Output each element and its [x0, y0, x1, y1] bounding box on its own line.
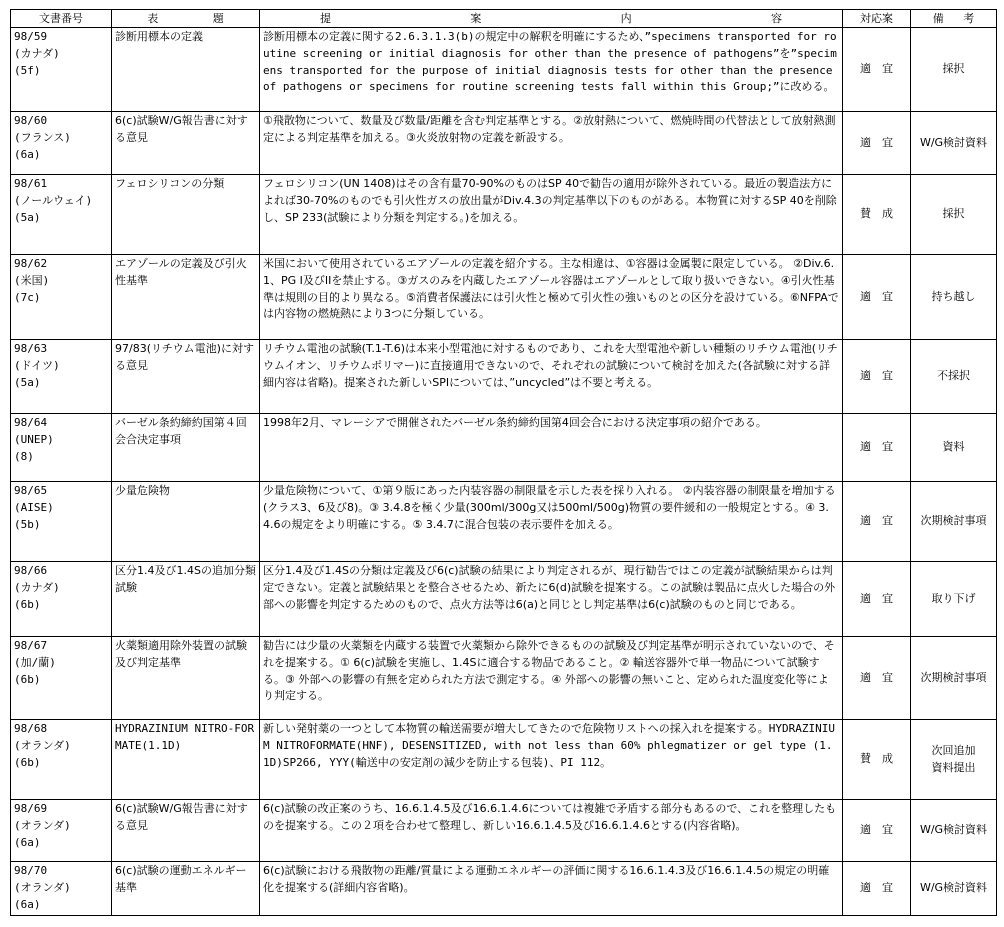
response-cell: 適 宜 — [843, 562, 911, 637]
header-remarks: 備 考 — [911, 10, 997, 28]
response-cell: 適 宜 — [843, 28, 911, 112]
proposal-cell: 米国において使用されているエアゾールの定義を紹介する。主な相違は、①容器は金属製に限定している。 ②Div.6.1、PG I及びIIを禁止する。③ガスのみを内蔵したエアゾール容器はエアゾールとして取り扱いできない。④引火性基準は規則の目的より異なる。⑤消費者保護法には引火性と極めて引火性の強いものとの区分を設けている。⑥NFPAでは内容物の燃焼熱により3つに分類している。 — [260, 255, 843, 340]
proposal-cell: フェロシリコン(UN 1408)はその含有量70-90%のものはSP 40で勧告の適用が除外されている。最近の製造法方によれば30-70%のものでも引火性ガスの放出量がDiv.4.3の判定基準以下のものがある。本物質に対するSP 40を削除し、SP 233(試験により分類を判定する。)を加える。 — [260, 175, 843, 255]
doc-number: 98/61 (ノールウェイ) (5a) — [11, 175, 112, 255]
remarks-cell: W/G検討資料 — [911, 800, 997, 862]
table-row — [11, 340, 997, 414]
table-row — [11, 28, 997, 112]
proposal-cell: 診断用標本の定義に関する2.6.3.1.3(b)の規定中の解釈を明確にするため、”specimens transported for routine screening or initial diagnosis for other than the presence of pathogens”を”specimens transported for the purpose of initial diagnosis tests for other than the presence of pathogens or specimens for routine screening tests fall within this Group;”に改める。 — [260, 28, 843, 112]
response-cell: 賛 成 — [843, 175, 911, 255]
remarks-cell: 採択 — [911, 28, 997, 112]
table-row — [11, 720, 997, 800]
proposal-cell: 6(c)試験における飛散物の距離/質量による運動エネルギーの評価に関する16.6.1.4.3及び16.6.1.4.5の規定の明確化を提案する(詳細内容省略)。 — [260, 862, 843, 916]
table-row — [11, 175, 997, 255]
title-cell: 区分1.4及び1.4Sの追加分類試験 — [112, 562, 260, 637]
proposal-cell: 区分1.4及び1.4Sの分類は定義及び6(c)試験の結果により判定されるが、現行勧告ではこの定義が試験結果からは判定できない。定義と試験結果とを整合させるため、新たに6(d)試験を提案する。この試験は製品に点火した場合の外部への影響を判定するためのもので、点火方法等は6(a)と同じとし判定基準は6(c)試験のものと同じである。 — [260, 562, 843, 637]
doc-number: 98/65 (AISE) (5b) — [11, 482, 112, 562]
response-cell: 適 宜 — [843, 414, 911, 482]
remarks-cell: 不採択 — [911, 340, 997, 414]
remarks-cell: 持ち越し — [911, 255, 997, 340]
doc-number: 98/59 (カナダ) (5f) — [11, 28, 112, 112]
remarks-cell: 次期検討事項 — [911, 637, 997, 720]
remarks-cell: W/G検討資料 — [911, 112, 997, 175]
table-row — [11, 562, 997, 637]
title-cell: 火薬類適用除外装置の試験及び判定基準 — [112, 637, 260, 720]
header-proposal: 提 案 内 容 — [260, 10, 843, 28]
response-cell: 適 宜 — [843, 862, 911, 916]
doc-number: 98/70 (オランダ) (6a) — [11, 862, 112, 916]
title-cell: HYDRAZINIUM NITRO-FORMATE(1.1D) — [112, 720, 260, 800]
header-response: 対応案 — [843, 10, 911, 28]
table-row — [11, 112, 997, 175]
doc-number: 98/60 (フランス) (6a) — [11, 112, 112, 175]
title-cell: 6(c)試験の運動エネルギー基準 — [112, 862, 260, 916]
doc-number: 98/67 (加/蘭) (6b) — [11, 637, 112, 720]
table-row — [11, 482, 997, 562]
remarks-cell: 次期検討事項 — [911, 482, 997, 562]
doc-number: 98/62 (米国) (7c) — [11, 255, 112, 340]
title-cell: バーゼル条約締約国第４回会合決定事項 — [112, 414, 260, 482]
response-cell: 適 宜 — [843, 800, 911, 862]
header-doc-number: 文書番号 — [11, 10, 112, 28]
title-cell: 6(c)試験W/G報告書に対する意見 — [112, 800, 260, 862]
doc-number: 98/63 (ドイツ) (5a) — [11, 340, 112, 414]
table-row — [11, 255, 997, 340]
proposal-cell: 少量危険物について、①第９版にあった内装容器の制限量を示した表を採り入れる。 ②内装容器の制限量を増加する(クラス3、6及び8)。③ 3.4.8を極く少量(300ml/300g又は500ml/500g)物質の要件緩和の一般規定とする。④ 3.4.6の規定をより明確にする。⑤ 3.4.7に混合包装の表示要件を加える。 — [260, 482, 843, 562]
doc-number: 98/64 (UNEP) (8) — [11, 414, 112, 482]
header-row — [11, 10, 997, 28]
title-cell: 97/83(リチウム電池)に対する意見 — [112, 340, 260, 414]
response-cell: 適 宜 — [843, 255, 911, 340]
response-cell: 適 宜 — [843, 112, 911, 175]
response-cell: 適 宜 — [843, 482, 911, 562]
doc-number: 98/66 (カナダ) (6b) — [11, 562, 112, 637]
response-cell: 適 宜 — [843, 340, 911, 414]
doc-number: 98/69 (オランダ) (6a) — [11, 800, 112, 862]
response-cell: 適 宜 — [843, 637, 911, 720]
table-row — [11, 862, 997, 916]
response-cell: 賛 成 — [843, 720, 911, 800]
table-row — [11, 800, 997, 862]
remarks-cell: 採択 — [911, 175, 997, 255]
proposal-cell: 1998年2月、マレーシアで開催されたバーゼル条約締約国第4回会合における決定事項の紹介である。 — [260, 414, 843, 482]
title-cell: エアゾールの定義及び引火性基準 — [112, 255, 260, 340]
header-title: 表 題 — [112, 10, 260, 28]
remarks-cell: 次回追加 資料提出 — [911, 720, 997, 800]
title-cell: フェロシリコンの分類 — [112, 175, 260, 255]
remarks-cell: 資料 — [911, 414, 997, 482]
proposal-table — [10, 9, 997, 916]
proposal-cell: 新しい発射薬の一つとして本物質の輸送需要が増大してきたので危険物リストへの採入れを提案する。HYDRAZINIUM NITROFORMATE(HNF), DESENSITIZED, with not less than 60% phlegmatizer or gel type (1.1D)SP266, YYY(輸送中の安定剤の減少を防止する包装)、PI 112。 — [260, 720, 843, 800]
table-row — [11, 414, 997, 482]
doc-number: 98/68 (オランダ) (6b) — [11, 720, 112, 800]
proposal-cell: 勧告には少量の火薬類を内蔵する装置で火薬類から除外できるものの試験及び判定基準が明示されていないので、それを提案する。① 6(c)試験を実施し、1.4Sに適合する物品であること。② 輸送容器外で単一物品について試験する。③ 外部への影響の有無を定められた方法で測定する。④ 外部への影響の無いこと、定められた温度変化等により判定する。 — [260, 637, 843, 720]
title-cell: 6(c)試験W/G報告書に対する意見 — [112, 112, 260, 175]
proposal-cell: 6(c)試験の改正案のうち、16.6.1.4.5及び16.6.1.4.6については複雑で矛盾する部分もあるので、これを整理したものを提案する。この２項を合わせて整理し、新しい16.6.1.4.5及び16.6.1.4.6とする(内容省略)。 — [260, 800, 843, 862]
table-row — [11, 637, 997, 720]
remarks-cell: 取り下げ — [911, 562, 997, 637]
remarks-cell: W/G検討資料 — [911, 862, 997, 916]
proposal-cell: ①飛散物について、数量及び数量/距離を含む判定基準とする。②放射熱について、燃焼時間の代替法として放射熱測定による判定基準を加える。③火炎放射物の定義を新設する。 — [260, 112, 843, 175]
title-cell: 診断用標本の定義 — [112, 28, 260, 112]
proposal-cell: リチウム電池の試験(T.1-T.6)は本来小型電池に対するものであり、これを大型電池や新しい種類のリチウム電池(リチウムイオン、リチウムポリマー)に直接適用できないので、それぞれの試験について検討を加えた(各試験に対する詳細内容は省略)。提案された新しいSPIについては、”uncycled”は不要と考える。 — [260, 340, 843, 414]
title-cell: 少量危険物 — [112, 482, 260, 562]
